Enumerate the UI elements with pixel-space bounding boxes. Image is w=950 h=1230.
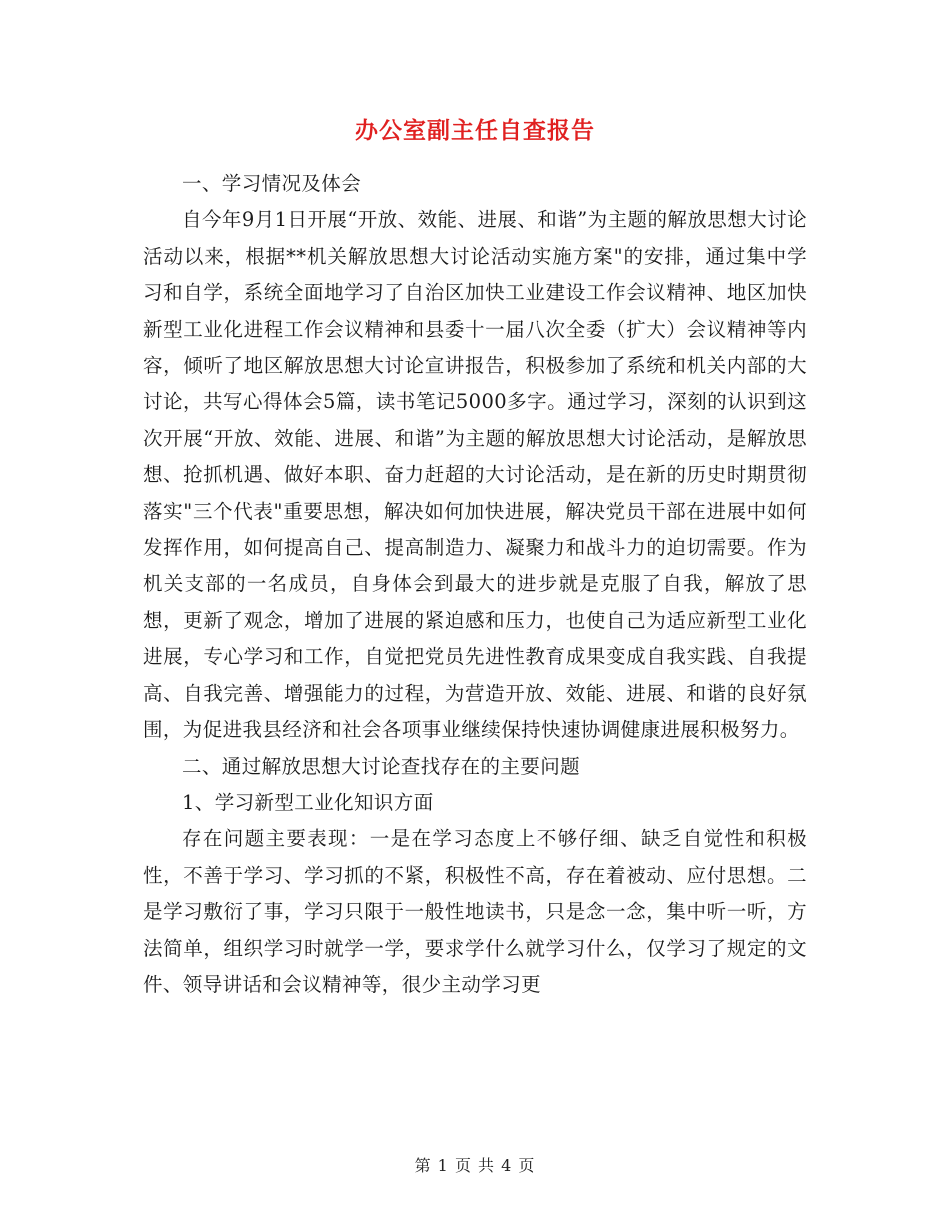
document-body [143,166,807,1003]
section-heading-problems: 二、通过解放思想大讨论查找存在的主要问题 [182,754,581,778]
section-heading-study: 一、学习情况及体会 [182,172,362,195]
paragraph-problem-details: 存在问题主要表现：一是在学习态度上不够仔细、缺乏自觉性和积极性，不善于学习、学习抓的不紧，积极性不高，存在着被动、应付思想。二是学习敷衍了事，学习只限于一般性地读书，只是念一念，集中听一听，方法简单，组织学习时就学一学，要求学什么就学习什么，仅学习了规定的文件、领导讲话和会议精神等，很少主动学习更 [143,827,807,996]
document-title: 办公室副主任自查报告 [355,117,595,144]
subsection-heading-industrial-knowledge: 1、学习新型工业化知识方面 [182,790,434,814]
page-number-footer: 第 1 页 共 4 页 [414,1156,536,1175]
paragraph-study-details: 自今年9月1日开展“开放、效能、进展、和谐”为主题的解放思想大讨论活动以来，根据**机关解放思想大讨论活动实施方案"的安排，通过集中学习和自学，系统全面地学习了自治区加快工业建设工作会议精神、地区加快新型工业化进程工作会议精神和县委十一届八次全委（扩大）会议精神等内容，倾听了地区解放思想大讨论宣讲报告，积极参加了系统和机关内部的大讨论，共写心得体会5篇，读书笔记5000多字。通过学习，深刻的认识到这次开展“开放、效能、进展、和谐”为主题的解放思想大讨论活动，是解放思想、抢抓机遇、做好本职、奋力赶超的大讨论活动，是在新的历史时期贯彻落实"三个代表"重要思想，解决如何加快进展，解决党员干部在进展中如何发挥作用，如何提高自己、提高制造力、凝聚力和战斗力的迫切需要。作为机关支部的一名成员，自身体会到最大的进步就是克服了自我，解放了思想，更新了观念，增加了进展的紧迫感和压力，也使自己为适应新型工业化进展，专心学习和工作，自觉把党员先进性教育成果变成自我实践、自我提高、自我完善、增强能力的过程，为营造开放、效能、进展、和谐的良好氛围，为促进我县经济和社会各项事业继续保持快速协调健康进展积极努力。 [143,208,807,742]
